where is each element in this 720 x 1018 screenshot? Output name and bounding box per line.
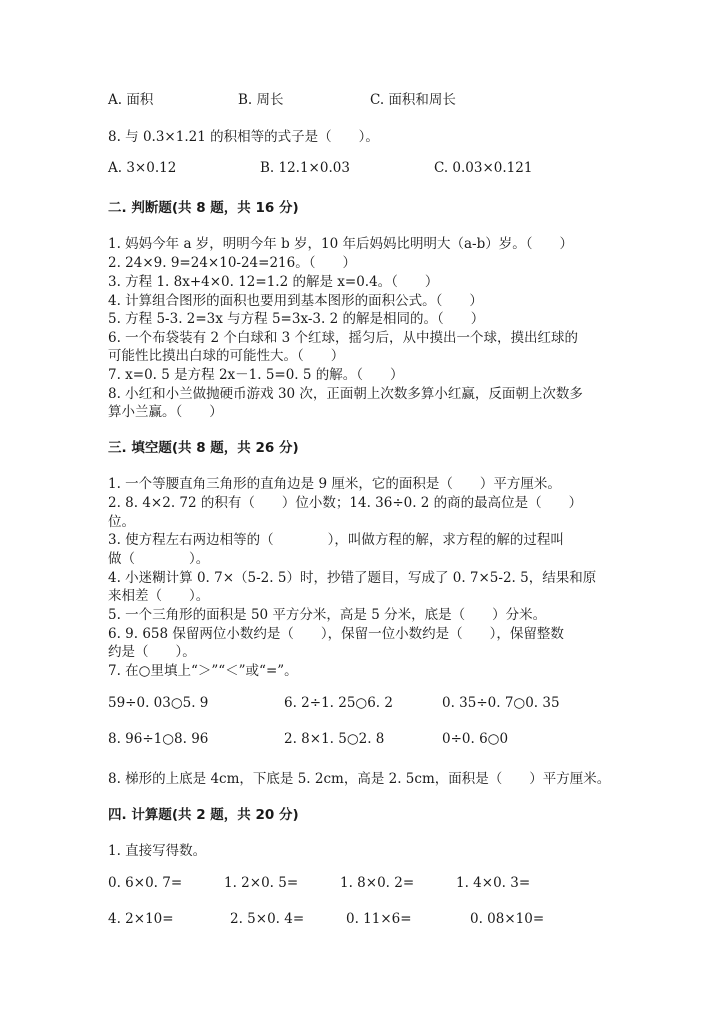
compare-item: 2. 8×1. 5○2. 8 bbox=[284, 731, 385, 747]
option-a: A. 面积 bbox=[108, 92, 154, 108]
calc-item: 4. 2×10= bbox=[108, 911, 174, 927]
judgement-line: 7. x=0. 5 是方程 2x－1. 5=0. 5 的解。（ ） bbox=[108, 367, 404, 383]
option-b: B. 周长 bbox=[238, 92, 284, 108]
fill-line: 3. 使方程左右两边相等的（ ），叫做方程的解，求方程的解的过程叫 bbox=[108, 532, 564, 548]
judgement-line: 3. 方程 1. 8x+4×0. 12=1.2 的解是 x=0.4。（ ） bbox=[108, 274, 439, 290]
judgement-line: 1. 妈妈今年 a 岁，明明今年 b 岁，10 年后妈妈比明明大（a-b）岁。（ ） bbox=[108, 236, 573, 252]
fill-line: 位。 bbox=[108, 514, 135, 530]
option-b: B. 12.1×0.03 bbox=[260, 160, 350, 176]
compare-item: 8. 96÷1○8. 96 bbox=[108, 731, 209, 747]
judgement-line: 算小兰赢。（ ） bbox=[108, 404, 223, 420]
fill-line: 8. 梯形的上底是 4cm，下底是 5. 2cm，高是 2. 5cm，面积是（ ）平方厘米。 bbox=[108, 771, 611, 787]
calc-item: 1. 4×0. 3= bbox=[456, 875, 531, 891]
judgement-line: 6. 一个布袋装有 2 个白球和 3 个红球，摇匀后，从中摸出一个球，摸出红球的 bbox=[108, 330, 579, 346]
judgement-line: 8. 小红和小兰做抛硬币游戏 30 次，正面朝上次数多算小红赢，反面朝上次数多 bbox=[108, 386, 583, 402]
fill-line: 来相差（ ）。 bbox=[108, 588, 210, 604]
calc-item: 0. 6×0. 7= bbox=[108, 875, 183, 891]
judgement-line: 5. 方程 5-3. 2=3x 与方程 5=3x-3. 2 的解是相同的。（ ） bbox=[108, 311, 485, 327]
section-heading-fill-blank: 三. 填空题(共 8 题，共 26 分) bbox=[108, 440, 299, 456]
calc-item: 1. 8×0. 2= bbox=[340, 875, 415, 891]
calc-item: 2. 5×0. 4= bbox=[230, 911, 305, 927]
fill-line: 做（ ）。 bbox=[108, 551, 210, 567]
option-a: A. 3×0.12 bbox=[108, 160, 177, 176]
judgement-line: 4. 计算组合图形的面积也要用到基本图形的面积公式。（ ） bbox=[108, 293, 483, 309]
section-heading-judgement: 二. 判断题(共 8 题，共 16 分) bbox=[108, 200, 299, 216]
fill-line: 6. 9. 658 保留两位小数约是（ ），保留一位小数约是（ ），保留整数 bbox=[108, 626, 564, 642]
calc-item: 0. 08×10= bbox=[470, 911, 545, 927]
fill-line: 1. 一个等腰直角三角形的直角边是 9 厘米，它的面积是（ ）平方厘米。 bbox=[108, 476, 561, 492]
compare-item: 59÷0. 03○5. 9 bbox=[108, 695, 209, 711]
compare-item: 0÷0. 6○0 bbox=[442, 731, 509, 747]
fill-line: 2. 8. 4×2. 72 的积有（ ）位小数；14. 36÷0. 2 的商的最高位是（ ） bbox=[108, 495, 583, 511]
compare-item: 6. 2÷1. 25○6. 2 bbox=[284, 695, 393, 711]
fill-line: 约是（ ）。 bbox=[108, 644, 196, 660]
calc-question: 1. 直接写得数。 bbox=[108, 843, 207, 859]
section-heading-calculation: 四. 计算题(共 2 题，共 20 分) bbox=[108, 807, 299, 823]
compare-item: 0. 35÷0. 7○0. 35 bbox=[442, 695, 560, 711]
calc-item: 0. 11×6= bbox=[346, 911, 412, 927]
judgement-line: 2. 24×9. 9=24×10-24=216。（ ） bbox=[108, 255, 356, 271]
option-c: C. 0.03×0.121 bbox=[434, 160, 533, 176]
fill-line: 4. 小迷糊计算 0. 7×（5-2. 5）时，抄错了题目，写成了 0. 7×5-2. 5，结果和原 bbox=[108, 570, 597, 586]
judgement-line: 可能性比摸出白球的可能性大。（ ） bbox=[108, 348, 345, 364]
q8-question: 8. 与 0.3×1.21 的积相等的式子是（ ）。 bbox=[108, 129, 379, 145]
calc-item: 1. 2×0. 5= bbox=[224, 875, 299, 891]
fill-line: 7. 在○里填上“＞”“＜”或“=”。 bbox=[108, 663, 298, 679]
option-c: C. 面积和周长 bbox=[370, 92, 456, 108]
fill-line: 5. 一个三角形的面积是 50 平方分米，高是 5 分米，底是（ ）分米。 bbox=[108, 607, 547, 623]
